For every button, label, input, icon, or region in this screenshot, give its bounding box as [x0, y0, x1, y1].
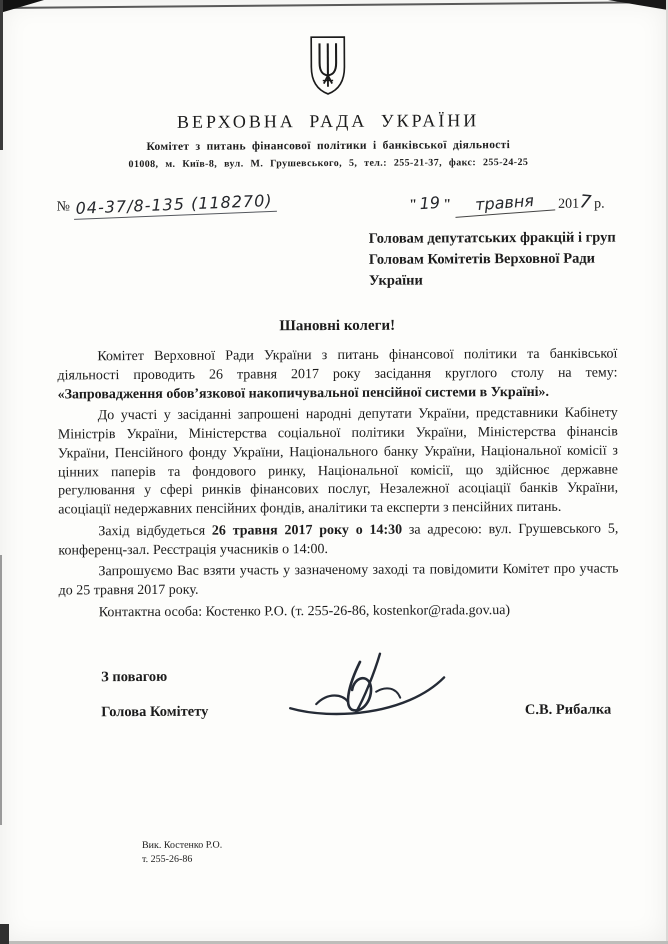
paragraph-invitation: Запрошуємо Вас взяти участь у зазначеному заході та повідомити Комітет про участь до 25 травня 2017 року. [58, 561, 619, 599]
salutation: Шановні колеги! [279, 317, 396, 335]
outgoing-number-block [56, 190, 277, 218]
date-quote-open: " [409, 197, 418, 213]
letterhead [56, 33, 601, 171]
signer-title: Голова Комітету [101, 703, 209, 720]
number-sign: № [56, 199, 71, 215]
reference-row [57, 192, 617, 217]
signature-block [101, 646, 611, 721]
round-table-topic-bold: «Запровадження обов’язкової накопичувальної пенсійної системи в Україні». [57, 384, 550, 402]
date-year-handwritten: 7 [578, 191, 592, 214]
committee-name: Комітет з питань фінансової політики і банківської діяльності [146, 139, 511, 153]
paragraph-round-table [57, 346, 617, 405]
executor-phone: т. 255-26-86 [141, 853, 193, 866]
closing-phrase: З повагою [101, 668, 168, 685]
date-year-suffix: р. [594, 196, 605, 212]
org-name: ВЕРХОВНА РАДА УКРАЇНИ [176, 110, 480, 132]
paragraph-participants: До участі у засіданні запрошені народні депутати України, представники Кабінету Міністрів України, Міністерства соціальної політики України, Міністерства фінансів України, Пенсійного фонду України, Національного банку України, Національної комісії з цінних паперів та фондового ринку, Національної комісії, що здійснює державне регулювання у сфері ринків фінансових послуг, Незалежної асоціації банків України, асоціації недержавних пенсійних фондів, аналітики та експерти з пенсійних питань. [57, 405, 619, 518]
event-details-lead: Захід відбудеться [98, 523, 212, 540]
paragraph-contact-person: Контактна особа: Костенко Р.О. (т. 255-26-86, kostenkor@rada.gov.ua) [98, 602, 511, 621]
ukraine-trident-emblem-icon [56, 33, 600, 103]
paragraph-event-details [58, 520, 618, 560]
paragraph-round-table-text: Комітет Верховної Ради України з питань фінансової політики та банківської діяльності проводить 26 травня 2017 року засідання круглого столу на тему: [57, 346, 618, 384]
executor-name: Вик. Костенко Р.О. [141, 839, 223, 851]
date-day-handwritten: 19 [419, 192, 441, 214]
signer-name: С.В. Рибалка [524, 701, 612, 718]
date-block [409, 192, 604, 215]
letter-body [57, 346, 618, 623]
date-year-printed: 201 [558, 196, 580, 212]
executor-footer [142, 836, 620, 868]
date-month-handwritten: травня [454, 189, 555, 217]
recipient-line-2: Головам Комітетів Верховної Ради України [368, 250, 596, 289]
handwritten-signature [208, 647, 525, 731]
recipients-block [369, 227, 633, 291]
event-datetime-bold: 26 травня 2017 року о 14:30 [211, 522, 403, 539]
signature-left-column [101, 668, 208, 721]
recipient-line-1: Головам депутатських фракцій і груп [368, 229, 616, 247]
letterhead-contact-line: 01008, м. Київ-8, вул. М. Грушевського, 5, тел.: 255-21-37, факс: 255-24-25 [128, 156, 529, 171]
date-quote-close: " [443, 197, 452, 213]
outgoing-number-handwritten: 04-37/8-135 (118270) [73, 191, 277, 220]
event-details-tail: за адресою: вул. Грушевського 5, конференц-зал. Реєстрація учасників о 14:00. [58, 521, 619, 558]
